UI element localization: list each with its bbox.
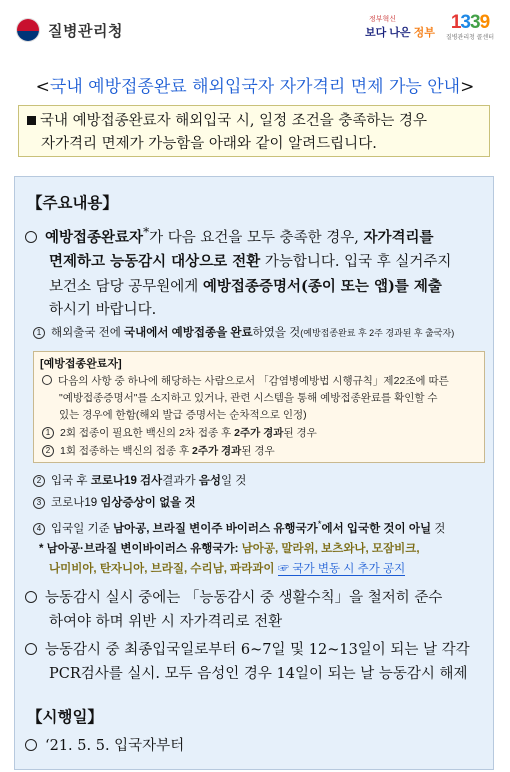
effective-date: ‘21. 5. 5. 입국자부터 xyxy=(25,735,490,759)
paragraph-pcr-test: 능동감시 중 최종입국일로부터 6~7일 및 12~13일이 되는 날 각각 PCR검사를 실시. 모두 음성인 경우 14일이 되는 날 능동감시 해제 xyxy=(25,639,490,686)
definition-item-1: 1 2회 접종이 필요한 백신의 2차 접종 후 2주가 경과된 경우 xyxy=(42,425,317,442)
condition-3: 3 코로나19 임상증상이 없을 것 xyxy=(33,493,196,513)
definition-heading: [예방접종완료자] xyxy=(40,358,122,370)
circle-bullet-icon xyxy=(42,375,52,385)
paragraph-eligibility: 예방접종완료자*가 다음 요건을 모두 충족한 경우, 자가격리를 면제하고 능동감시 대상으로 전환 가능합니다. 입국 후 실거주지 보건소 담당 공무원에게 예방접종증명서(종이 또는 앱)를 제출 하시기 바랍니다. xyxy=(25,221,490,323)
number-2-icon: 2 xyxy=(42,445,54,457)
taegeuk-emblem-icon xyxy=(16,18,40,42)
condition-2: 2 입국 후 코로나19 검사결과가 음성일 것 xyxy=(33,471,246,491)
condition-1: 1 해외출국 전에 국내에서 예방접종을 완료하였을 것(예방접종완료 후 2주 경과된 후 출국자) xyxy=(33,323,454,343)
condition-4: 4 입국일 기준 남아공, 브라질 변이주 바이러스 유행국가*에서 입국한 것이 아닐 것 xyxy=(33,515,445,539)
header xyxy=(0,0,510,62)
hotline-subtitle: 질병관리청 콜센터 xyxy=(445,35,495,41)
number-3-icon: 3 xyxy=(33,497,45,509)
number-1-icon: 1 xyxy=(42,427,54,439)
paragraph-active-monitoring: 능동감시 실시 중에는 「능동감시 중 생활수칙」을 철저히 준수 하여야 하며 위반 시 자가격리로 전환 xyxy=(25,587,490,634)
vaccinated-definition-box xyxy=(33,351,485,463)
definition-text: 다음의 사항 중 하나에 해당하는 사람으로서 「감염병예방법 시행규칙」제22조에 따른 "예방접종증명서"를 소지하고 있거나, 관련 시스템을 통해 예방접종완료를 확인할 수 있는 경우에 한함(해외 발급 증명서는 순차적으로 인정) xyxy=(42,373,449,424)
page-title: <국내 예방접종완료 해외입국자 자가격리 면제 가능 안내> xyxy=(35,77,475,97)
gov-main-text: 보다 나은 정부 xyxy=(365,27,435,39)
notice-line-2: 자가격리 면제가 가능함을 아래와 같이 알려드립니다. xyxy=(41,136,377,152)
variant-country-note: * 남아공·브라질 변이바이러스 유행국가: 남아공, 말라위, 보츠와나, 모잠비크, 나미비아, 탄자니아, 브라질, 수리남, 파라과이 ☞ 국가 변동 시 추가 공지 xyxy=(39,543,420,575)
definition-item-2: 2 1회 접종하는 백신의 접종 후 2주가 경과된 경우 xyxy=(42,443,275,460)
main-content-box xyxy=(14,176,494,770)
circle-bullet-icon xyxy=(25,643,37,655)
hotline-number: 1339 xyxy=(450,12,490,33)
circle-bullet-icon xyxy=(25,739,37,751)
circle-bullet-icon xyxy=(25,231,37,243)
gov-small-text: 정부혁신 xyxy=(369,16,397,23)
section-title-effective-date: 【시행일】 xyxy=(27,709,103,726)
square-bullet-icon xyxy=(27,116,36,125)
number-1-icon: 1 xyxy=(33,327,45,339)
section-title-main: 【주요내용】 xyxy=(27,195,118,212)
number-2-icon: 2 xyxy=(33,475,45,487)
notice-box xyxy=(18,105,490,157)
agency-logo[interactable] xyxy=(16,18,123,42)
agency-name: 질병관리청 xyxy=(48,22,123,40)
hotline-1339-logo xyxy=(440,12,500,52)
notice-link[interactable]: ☞ 국가 변동 시 추가 공지 xyxy=(277,563,406,575)
circle-bullet-icon xyxy=(25,591,37,603)
number-4-icon: 4 xyxy=(33,523,45,535)
government-innovation-logo xyxy=(365,14,435,48)
notice-line-1: 국내 예방접종완료자 해외입국 시, 일정 조건을 충족하는 경우 xyxy=(27,110,481,133)
